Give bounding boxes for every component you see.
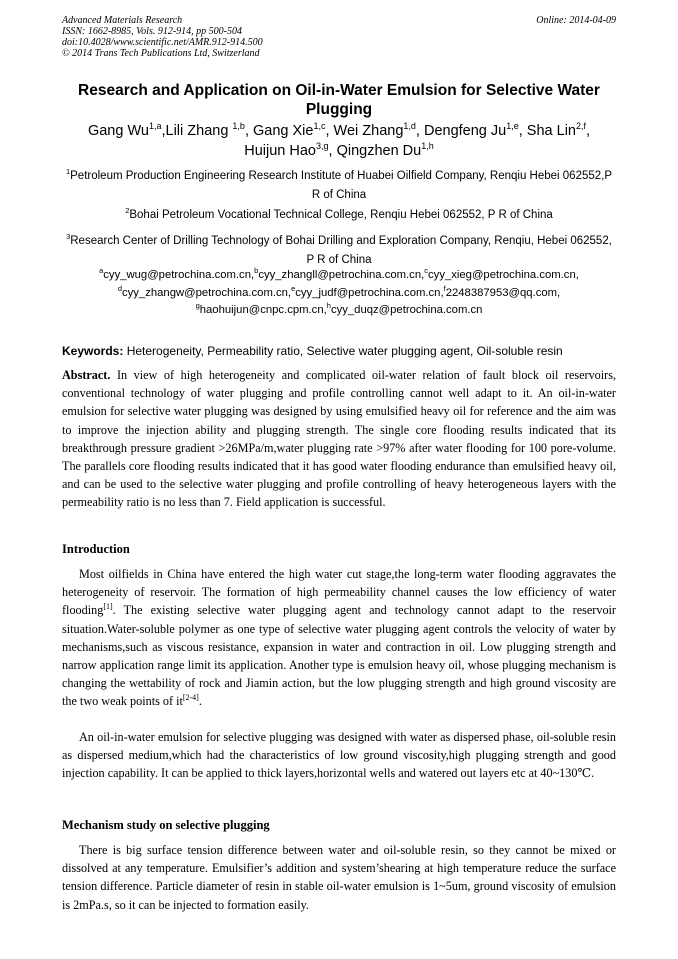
journal-doi: doi:10.4028/www.scientific.net/AMR.912-914.500 (62, 37, 263, 48)
introduction-paragraph-1: Most oilfields in China have entered the high water cut stage,the long-term water flooding aggravates the heterogeneity of reservoir. The formation of high permeability channel causes the low efficiency of water flooding[1]. The existing selective water plugging agent and technology cannot adapt to the reservoir situation.Water-soluble polymer as one type of selective water plugging agent controls the velocity of water by mechanisms,such as viscous resistance, expansion in water and contraction in oil. Low plugging strength and narrow application range limit its application. Another type is emulsion heavy oil, whose plugging mechanism is changing the wettability of rock and Jiamin action, but the low plugging strength and high ground viscosity are the two weak points of it[2-4]. (62, 567, 616, 709)
email: $^b$cyy_zhangll@petrochina.com.cn, (254, 266, 425, 281)
online-date: Online: 2014-04-09 (536, 15, 616, 26)
email: $^c$cyy_xieg@petrochina.com.cn, (424, 266, 579, 281)
email: $^d$cyy_zhangw@petrochina.com.cn, (117, 283, 292, 299)
journal-copyright: © 2014 Trans Tech Publications Ltd, Switzerland (62, 48, 260, 59)
email: $^h$cyy_duqz@petrochina.com.cn (326, 301, 483, 316)
keywords-label: Keywords: (62, 344, 124, 358)
email: $^a$cyy_wug@petrochina.com.cn, (99, 266, 255, 281)
keywords-text: Heterogeneity, Permeability ratio, Selective water plugging agent, Oil-soluble resin (126, 344, 563, 358)
author: Dengfeng Ju$^{1,e}$ (423, 121, 519, 139)
introduction-heading: Introduction (62, 542, 130, 556)
abstract-text: In view of high heterogeneity and complicated oil-water relation of fault block oil reservoirs, conventional technology of water plugging and profile controlling cannot well adapt to it. An oil-in-water emulsion for selective water plugging was designed by using emulsified heavy oil for reference and the aim was to improve the injection ability and plugging strength. The single core flooding results indicated that its breakthrough pressure gradient >26MPa/m,water plugging rate >97% after water flooding for 100 pore-volume. The parallels core flooding results indicated that it has good water flooding endurance than emulsified heavy oil, and can be used to the selective water plugging and profile controlling of heavy heterogeneous layers with the permeability ratio is no less than 7. Field application is successful. (62, 368, 617, 510)
abstract (62, 366, 616, 512)
author: Gang Xie$^{1,c}$ (253, 121, 326, 139)
affiliation-1: $^1$Petroleum Production Engineering Research Institute of Huabei Oilfield Company, Renqiu Hebei 062552,P R of China (65, 167, 613, 201)
author-list: Gang Wu$^{1,a}$,Lili Zhang $^{1,b}$, Gang Xie$^{1,c}$, Wei Zhang$^{1,d}$, Dengfeng Ju$^{1,e}$, Sha Lin$^{2,f}$, Huijun Hao$^{3,g}$, Qingzhen Du$^{1,h}$ (87, 121, 591, 159)
author: Gang Wu$^{1,a}$ (87, 121, 162, 139)
mechanism-heading: Mechanism study on selective plugging (62, 818, 270, 832)
email-list (62, 267, 616, 320)
author: Sha Lin$^{2,f}$ (526, 121, 586, 139)
mechanism-paragraph-1: There is big surface tension difference between water and oil-soluble resin, so they cannot be mixed or dissolved at any temperature. Emulsifier’s addition and system’shearing at high temperature reduce the surface tension difference. Particle diameter of resin in stable oil-water emulsion is 1~5um, ground viscosity of emulsion is 2mPa.s, so it can be injected to formation easily. (62, 843, 616, 912)
email: $^g$haohuijun@cnpc.cpm.cn, (195, 301, 327, 316)
email: $^f$2248387953@qq.com, (443, 283, 561, 299)
citation: [2-4] (182, 693, 199, 703)
abstract-label: Abstract. (62, 368, 111, 382)
journal-header (62, 15, 263, 59)
keywords (62, 343, 616, 359)
author: Lili Zhang $^{1,b}$ (165, 121, 245, 139)
author: Wei Zhang$^{1,d}$ (333, 121, 416, 139)
affiliation-3: $^3$Research Center of Drilling Technology of Bohai Drilling and Exploration Company, Renqiu, Hebei 062552, P R of China (66, 232, 612, 266)
author: Huijun Hao$^{3,g}$ (244, 141, 329, 159)
paper-title: Research and Application on Oil-in-Water Emulsion for Selective Water Plugging (78, 82, 600, 118)
citation: [1] (103, 602, 113, 612)
journal-name: Advanced Materials Research (62, 15, 183, 26)
introduction-paragraph-2: An oil-in-water emulsion for selective plugging was designed with water as dispersed phase, oil-soluble resin as dispersed medium,which had the characteristics of low ground viscosity,high plugging strength and good injection capability. It can be applied to thick layers,horizontal wells and watered out layers etc at 40~130℃. (62, 730, 616, 781)
affiliation-2: $^2$Bohai Petroleum Vocational Technical College, Renqiu Hebei 062552, P R of China (125, 206, 553, 221)
author: Qingzhen Du$^{1,h}$ (336, 141, 434, 159)
journal-issn: ISSN: 1662-8985, Vols. 912-914, pp 500-504 (62, 26, 242, 37)
email: $^e$cyy_judf@petrochina.com.cn, (291, 283, 444, 299)
